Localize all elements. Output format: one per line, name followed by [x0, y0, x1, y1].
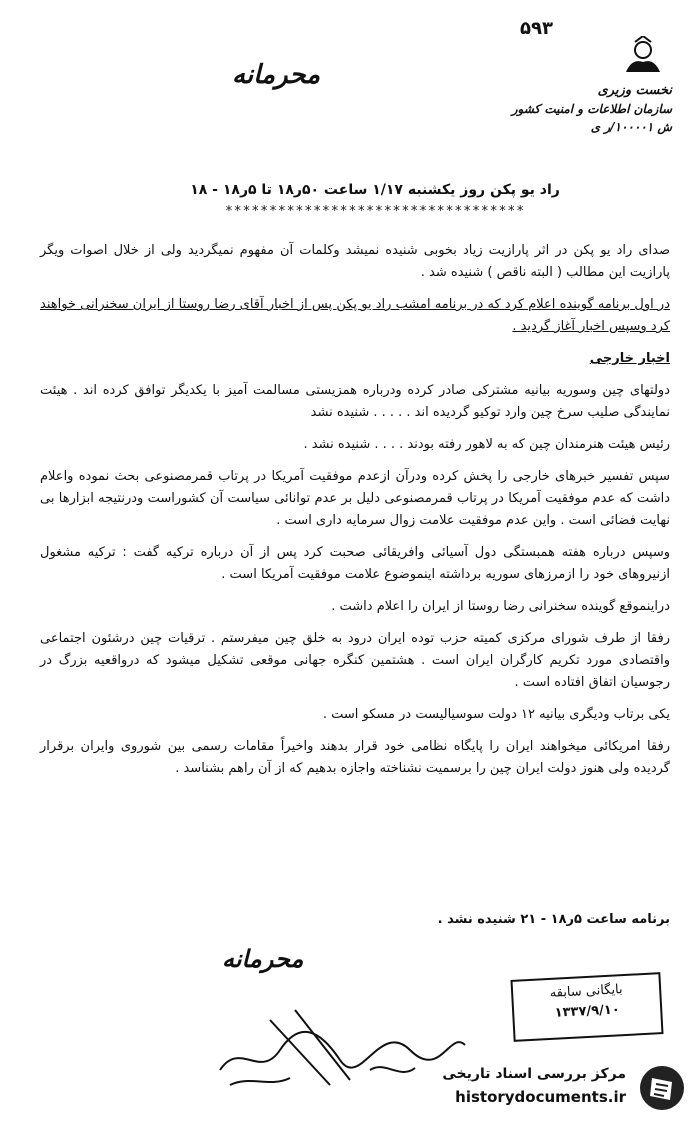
paragraph-speaker-intro: دراینموقع گوینده سخنرانی رضا روستا از ایران را اعلام داشت .	[331, 599, 670, 614]
divider-stars: **********************************	[224, 204, 526, 219]
footer-line: برنامه ساعت ۵ر۱۸ - ۲۱ شنیده نشد .	[437, 912, 670, 927]
classification-stamp-footer: محرمانه	[222, 945, 304, 973]
letterhead-dept: سازمان اطلاعات و امنیت کشور	[511, 102, 672, 116]
paragraph-intro: صدای راد یو پکن در اثر پارازیت زیاد بخوبی شنیده نمیشد وکلمات آن مفهوم نمیگردید ولی از خلال اصوات ویگر پارازیت این مطالب ( البته ناقص ) شنیده شد .	[40, 243, 670, 280]
letterhead-number: ش ۱۰۰۰۰۱/ر ی	[590, 120, 672, 134]
watermark-url: historydocuments.ir	[455, 1088, 626, 1106]
paragraph-news-1: دولتهای چین وسوریه بیانیه مشترکی صادر کرده ودرباره همزیستی مسالمت آمیز با یکدیگر توافق کرده اند . هیئت نمایندگی صلیب سرخ چین وارد توکیو گردیده اند . . . . . شنیده نشد	[40, 383, 670, 420]
record-date: ۱۳۳۷/۹/۱۰	[554, 1002, 621, 1021]
classification-stamp: محرمانه	[232, 60, 321, 90]
lion-and-sun-emblem-icon	[620, 36, 666, 76]
letterhead-org: نخست وزیری	[597, 83, 672, 98]
archive-watermark	[420, 1062, 690, 1116]
archive-record-stamp	[510, 972, 663, 1042]
section-heading: اخبار خارجی	[589, 351, 670, 366]
paragraph-speech-3: رفقا امریکائی میخواهند ایران را پایگاه نظامی خود قرار بدهند واخیراً مقامات رسمی بین شوروی وایران برقرار گردیده ولی هنوز دولت ایران چین را برسمیت نشناخته واجازه بدهیم که از آن راهم بشناسد .	[40, 739, 670, 776]
paragraph-announcement: در اول برنامه گوینده اعلام کرد که در برنامه امشب راد یو پکن پس از اخبار آقای رضا روستا از ایران سخنرانی خواهند کرد وسپس اخبار آغاز گردید .	[40, 297, 670, 334]
letterhead	[432, 82, 672, 136]
paragraph-commentary: سپس تفسیر خبرهای خارجی را پخش کرده ودرآن ازعدم موفقیت آمریکا در پرتاب قمرمصنوعی بحث نموده واعلام داشت که عدم موفقیت آمریکا در پرتاب قمرمصنوعی دلیل بر عدم توانائی سیاست آن کشوراست ودرنتیجه ابزارها بی نهایت فضائی است . واین عدم موفقیت علامت زوال سرمایه داری است .	[40, 469, 670, 528]
paragraph-speech-2: یکی برتاب ودیگری بیانیه ۱۲ دولت سوسیالیست در مسکو است .	[322, 707, 670, 722]
archive-logo-icon	[638, 1064, 686, 1112]
paragraph-speech: رفقا از طرف شورای مرکزی کمیته حزب توده ایران درود به خلق چین میفرستم . ترقیات چین درشئون اجتماعی واقتصادی مورد تکریم کارگران ایران است . هشتمین کنگره جهانی موقعی تشکیل میشود که درواقعیه بزرگ در رجوسیان اتفاق افتاده است .	[40, 631, 670, 690]
document-body	[40, 240, 670, 790]
page-number: ۵۹۳	[520, 18, 553, 39]
paragraph-turkey: وسپس درباره هفته همبستگی دول آسیائی وافریقائی صحبت کرد پس از آن درباره ترکیه گفت : ترکیه مشغول ازنیروهای خود را ازمرزهای سوریه برداشته اینموضوع علامت موفقیت آمریکا است .	[40, 545, 670, 582]
paragraph-news-2: رئیس هیئت هنرمندان چین که به لاهور رفته بودند . . . . شنیده نشد .	[303, 437, 670, 452]
watermark-name: مرکز بررسی اسناد تاریخی	[442, 1066, 626, 1082]
broadcast-title: راد یو پکن روز یکشنبه ۱/۱۷ ساعت ۵۰ر۱۸ تا ۵ر۱۸ - ۱۸	[190, 182, 560, 198]
record-label: بایگانی سابقه	[549, 982, 624, 1001]
